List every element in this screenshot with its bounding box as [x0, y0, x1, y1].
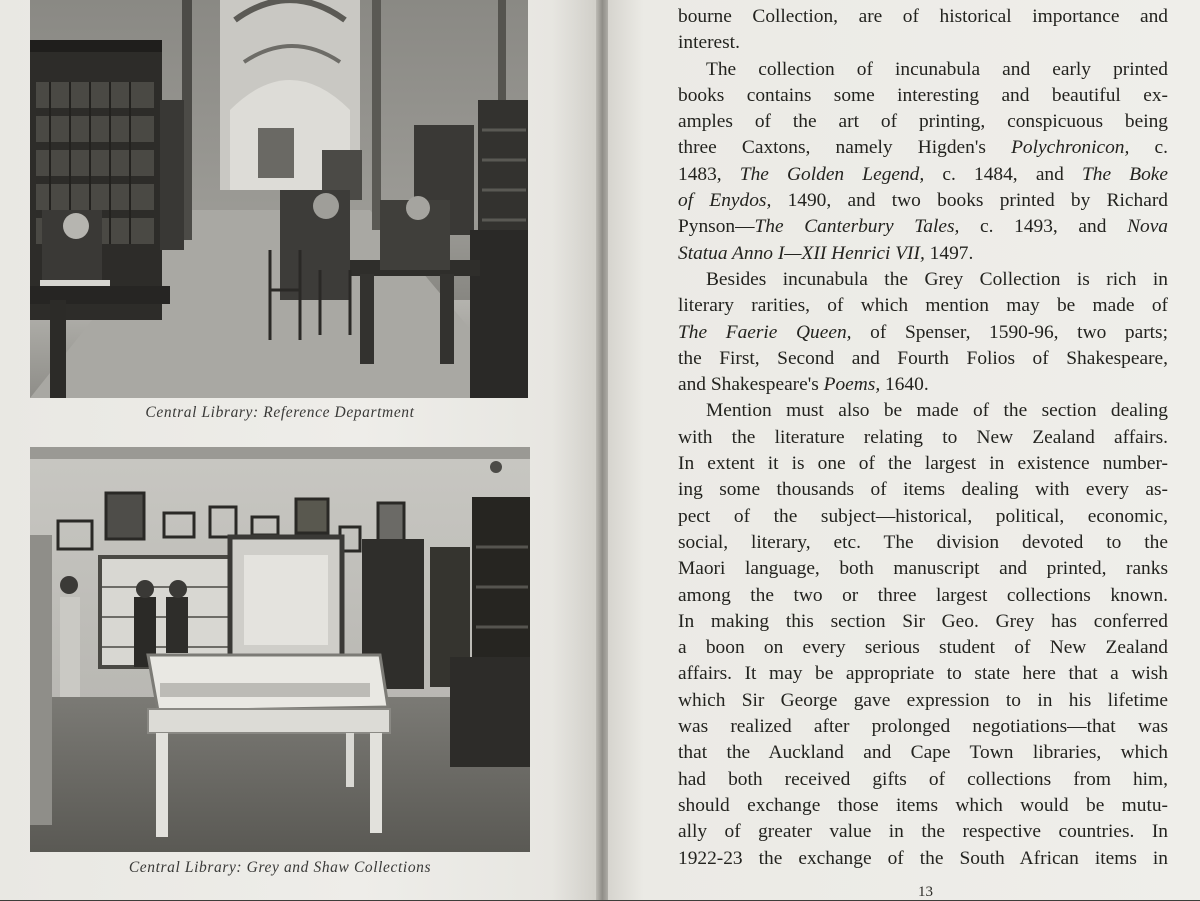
text-segment: c. 1493, and	[959, 216, 1128, 238]
text-line	[678, 740, 1168, 766]
text-line	[678, 714, 1168, 740]
text-line	[678, 688, 1168, 714]
text-line	[678, 583, 1168, 609]
text-segment: the First, Second and Fourth Folios of Shakespeare,	[678, 347, 1168, 369]
text-segment: 1497.	[924, 242, 974, 264]
italic-title: Statua Anno I—XII Henrici VII,	[678, 242, 925, 264]
italic-title: The Golden Legend,	[739, 163, 925, 185]
text-line	[678, 109, 1168, 135]
text-segment: 1483,	[678, 163, 740, 185]
reference-department-caption: Central Library: Reference Department	[145, 404, 415, 421]
page-number: 13	[918, 884, 933, 900]
text-segment: with the literature relating to New Zealand affairs.	[678, 426, 1168, 448]
text-segment: was realized after prolonged negotiations—that was	[678, 716, 1168, 738]
grey-shaw-collections-photo	[30, 447, 530, 852]
text-line	[678, 135, 1168, 161]
text-segment: three Caxtons, namely Higden's	[678, 137, 1012, 159]
text-segment: In making this section Sir Geo. Grey has conferred	[678, 610, 1168, 632]
text-line	[678, 635, 1168, 661]
text-line	[678, 372, 1168, 398]
text-line	[678, 214, 1168, 240]
text-segment: The collection of incunabula and early printed	[706, 58, 1168, 80]
body-text	[678, 4, 1168, 872]
text-segment: books contains some interesting and beautiful ex-	[678, 84, 1168, 106]
text-line	[678, 609, 1168, 635]
italic-title: Polychronicon,	[1011, 137, 1130, 159]
text-segment: 1490, and two books printed by Richard	[771, 190, 1168, 212]
text-segment: 1640.	[880, 374, 929, 396]
text-line	[678, 819, 1168, 845]
text-segment: that the Auckland and Cape Town libraries, which	[678, 742, 1168, 764]
text-segment: had both received gifts of collections from him,	[678, 768, 1168, 790]
text-segment: literary rarities, of which mention may be made of	[678, 295, 1168, 317]
text-segment: 1922-23 the exchange of the South African items in	[678, 847, 1168, 869]
text-line	[678, 83, 1168, 109]
text-segment: among the two or three largest collections known.	[678, 584, 1168, 606]
text-line	[678, 504, 1168, 530]
text-segment: amples of the art of printing, conspicuous being	[678, 111, 1168, 133]
italic-title: of Enydos,	[678, 190, 772, 212]
text-line	[678, 57, 1168, 83]
text-line	[678, 346, 1168, 372]
italic-title: The Faerie Queen,	[678, 321, 852, 343]
text-line	[678, 30, 1168, 56]
italic-title: The Canterbury Tales,	[754, 216, 960, 238]
text-line	[678, 425, 1168, 451]
text-segment: Mention must also be made of the section dealing	[706, 400, 1168, 422]
text-line	[678, 793, 1168, 819]
text-segment: which Sir George gave expression to in his lifetime	[678, 689, 1168, 711]
text-line	[678, 846, 1168, 872]
text-line	[678, 4, 1168, 30]
text-line	[678, 477, 1168, 503]
text-segment: affairs. It may be appropriate to state here that a wish	[678, 663, 1168, 685]
text-line	[678, 293, 1168, 319]
text-segment: Pynson—	[678, 216, 755, 238]
left-page	[0, 0, 600, 900]
italic-title: Poems,	[823, 374, 881, 396]
text-segment: c. 1484, and	[924, 163, 1082, 185]
text-segment: and Shakespeare's	[678, 374, 824, 396]
text-line	[678, 451, 1168, 477]
grey-shaw-collections-caption: Central Library: Grey and Shaw Collections	[128, 859, 432, 876]
italic-title: The Boke	[1081, 163, 1168, 185]
text-line	[678, 398, 1168, 424]
text-line	[678, 267, 1168, 293]
text-segment: ally of greater value in the respective countries. In	[678, 821, 1168, 843]
text-segment: pect of the subject—historical, political, economic,	[678, 505, 1168, 527]
text-line	[678, 530, 1168, 556]
text-line	[678, 241, 1168, 267]
text-line	[678, 661, 1168, 687]
italic-title: Nova	[1127, 216, 1168, 238]
text-segment: ing some thousands of items dealing with every as-	[678, 479, 1168, 501]
text-line	[678, 188, 1168, 214]
text-segment: of Spenser, 1590-96, two parts;	[851, 321, 1168, 343]
text-line	[678, 162, 1168, 188]
text-segment: a boon on every serious student of New Zealand	[678, 637, 1168, 659]
text-segment: bourne Collection, are of historical importance and	[678, 6, 1168, 27]
text-segment: social, literary, etc. The division devoted to the	[678, 531, 1168, 553]
text-line	[678, 556, 1168, 582]
text-segment: should exchange those items which would be mutu-	[678, 794, 1168, 816]
text-line	[678, 767, 1168, 793]
text-segment: interest.	[678, 32, 740, 54]
text-segment: In extent it is one of the largest in existence number-	[678, 453, 1168, 475]
text-line	[678, 320, 1168, 346]
text-segment: Maori language, both manuscript and printed, ranks	[678, 558, 1168, 580]
reference-department-photo	[30, 0, 528, 398]
text-segment: c.	[1129, 137, 1168, 159]
text-segment: Besides incunabula the Grey Collection is rich in	[706, 268, 1168, 290]
